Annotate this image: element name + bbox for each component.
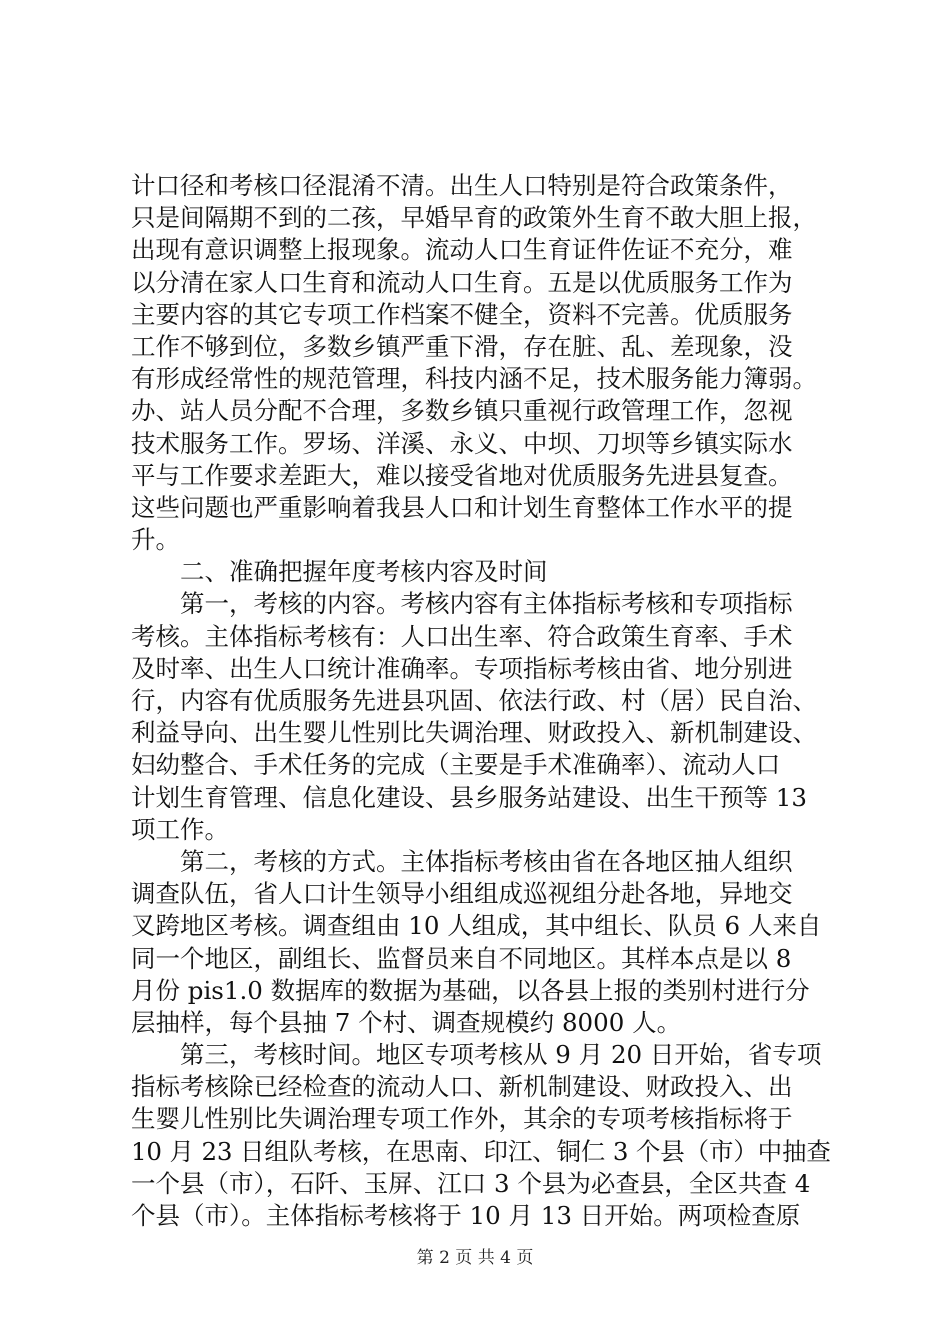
text-line: 升。 xyxy=(131,525,180,555)
text-line: 第二，考核的方式。主体指标考核由省在各地区抽人组织 xyxy=(131,846,793,876)
text-line: 有形成经常性的规范管理，科技内涵不足，技术服务能力簿弱。 xyxy=(131,364,817,394)
text-line: 二、准确把握年度考核内容及时间 xyxy=(131,557,548,587)
text-line: 以分清在家人口生育和流动人口生育。五是以优质服务工作为 xyxy=(131,267,793,297)
text-line: 这些问题也严重影响着我县人口和计划生育整体工作水平的提 xyxy=(131,492,793,522)
text-line: 行，内容有优质服务先进县巩固、依法行政、村（居）民自治、 xyxy=(131,686,817,715)
text-line: 只是间隔期不到的二孩，早婚早育的政策外生育不敢大胆上报， xyxy=(131,203,817,233)
text-line: 调查队伍，省人口计生领导小组组成巡视组分赴各地，异地交 xyxy=(131,879,793,909)
text-line: 同一个地区，副组长、监督员来自不同地区。其样本点是以 8 xyxy=(131,943,792,973)
text-line: 计划生育管理、信息化建设、县乡服务站建设、出生干预等 13 xyxy=(131,782,807,812)
text-line: 第一，考核的内容。考核内容有主体指标考核和专项指标 xyxy=(131,589,793,619)
text-line: 层抽样，每个县抽 7 个村、调查规模约 8000 人。 xyxy=(131,1007,682,1037)
text-line: 主要内容的其它专项工作档案不健全，资料不完善。优质服务 xyxy=(131,299,793,329)
text-line: 第三，考核时间。地区专项考核从 9 月 20 日开始，省专项 xyxy=(131,1040,822,1070)
text-line: 妇幼整合、手术任务的完成（主要是手术准确率）、流动人口 xyxy=(131,750,781,780)
text-line: 出现有意识调整上报现象。流动人口生育证件佐证不充分，难 xyxy=(131,235,793,265)
text-line: 办、站人员分配不合理，多数乡镇只重视行政管理工作，忽视 xyxy=(131,396,793,426)
text-line: 生婴儿性别比失调治理专项工作外，其余的专项考核指标将于 xyxy=(131,1104,793,1134)
text-line: 考核。主体指标考核有：人口出生率、符合政策生育率、手术 xyxy=(131,621,793,651)
text-line: 个县（市）。主体指标考核将于 10 月 13 日开始。两项检查原 xyxy=(131,1201,801,1230)
text-line: 技术服务工作。罗场、洋溪、永义、中坝、刀坝等乡镇实际水 xyxy=(131,428,793,458)
text-line: 工作不够到位，多数乡镇严重下滑，存在脏、乱、差现象，没 xyxy=(131,331,793,361)
text-line: 利益导向、出生婴儿性别比失调治理、财政投入、新机制建设、 xyxy=(131,718,817,748)
page-footer: 第 2 页 共 4 页 xyxy=(416,1248,534,1268)
text-line: 平与工作要求差距大，难以接受省地对优质服务先进县复查。 xyxy=(131,460,793,490)
text-line: 计口径和考核口径混淆不清。出生人口特别是符合政策条件， xyxy=(131,171,793,200)
text-line: 项工作。 xyxy=(131,814,229,844)
text-line: 指标考核除已经检查的流动人口、新机制建设、财政投入、出 xyxy=(131,1072,793,1102)
text-line: 及时率、出生人口统计准确率。专项指标考核由省、地分别进 xyxy=(131,653,793,683)
text-line: 月份 pis1.0 数据库的数据为基础，以各县上报的类别村进行分 xyxy=(131,975,810,1005)
text-line: 一个县（市），石阡、玉屏、江口 3 个县为必查县，全区共查 4 xyxy=(131,1168,811,1198)
text-line: 叉跨地区考核。调查组由 10 人组成，其中组长、队员 6 人来自 xyxy=(131,911,822,941)
text-line: 10 月 23 日组队考核，在思南、印江、铜仁 3 个县（市）中抽查 xyxy=(131,1136,831,1166)
body-text xyxy=(131,170,831,1232)
